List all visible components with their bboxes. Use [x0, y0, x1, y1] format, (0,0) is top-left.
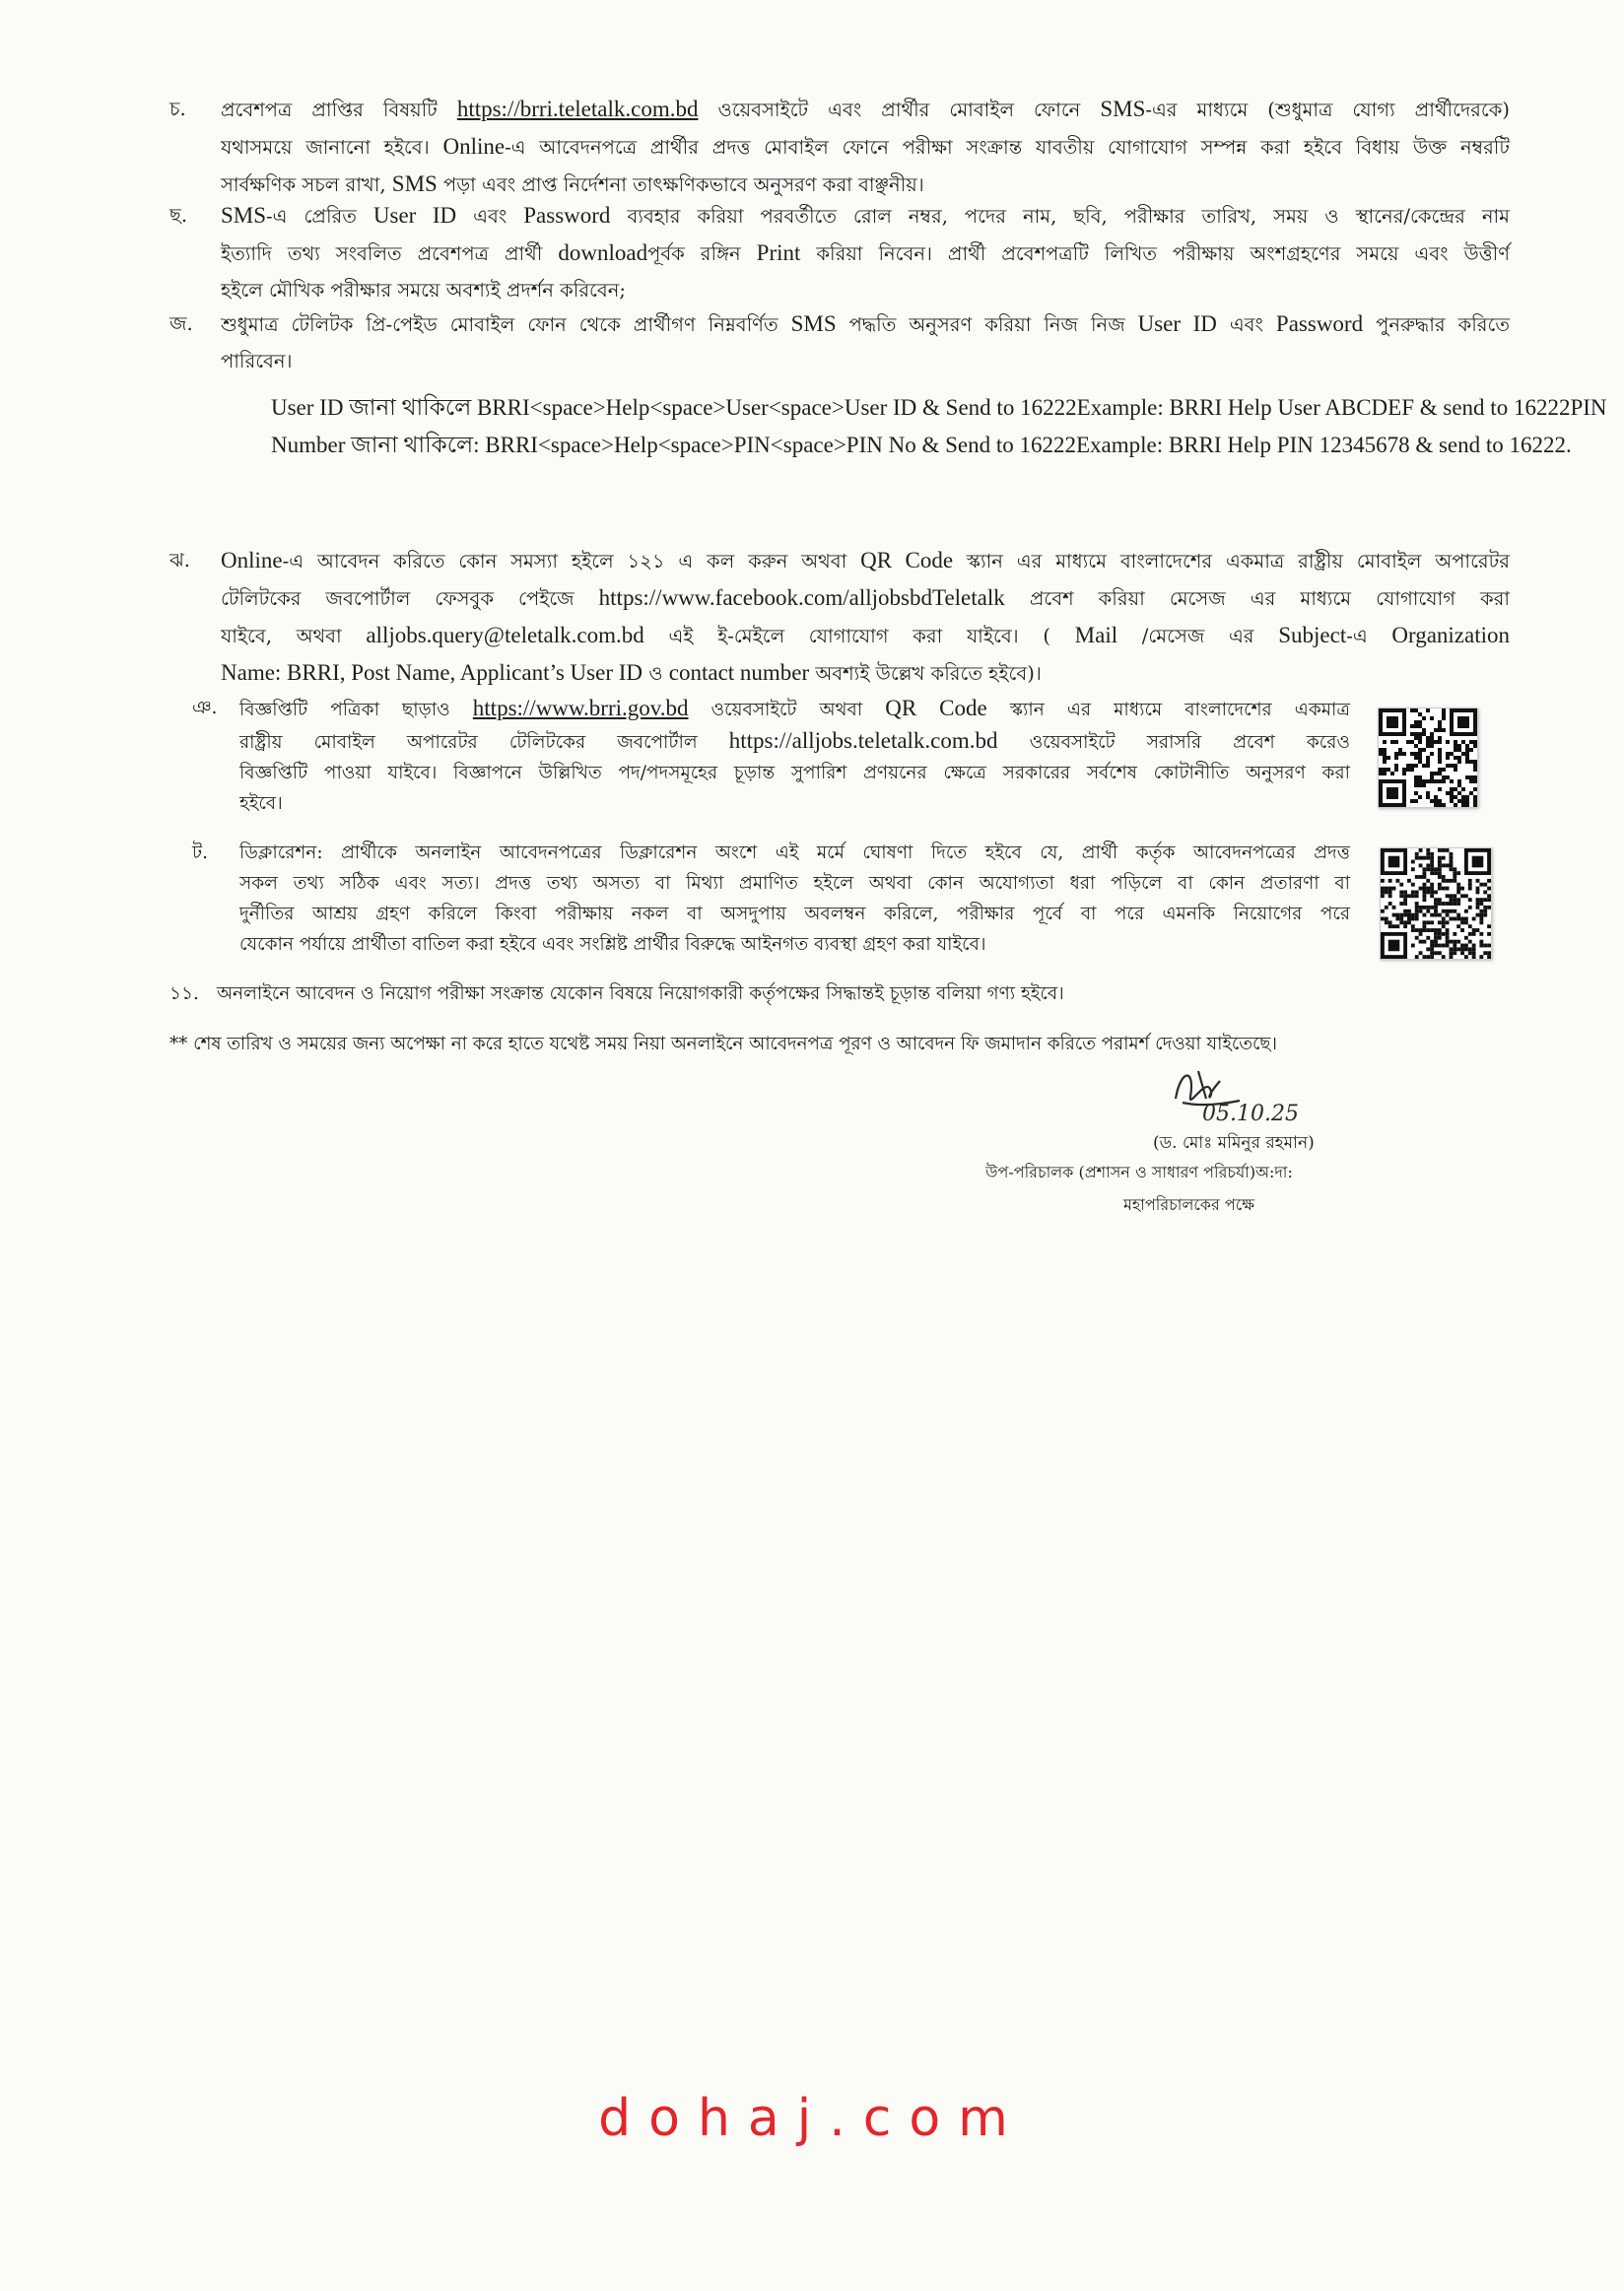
clause-body: [221, 91, 1510, 203]
text-run: ও: [643, 662, 669, 685]
latin-run: BRRI<space>Help<space>User<space>User ID & Send to 16222: [476, 395, 1077, 420]
text-line: [221, 128, 1510, 166]
text-run: ইত্যাদি তথ্য সংবলিত প্রবেশপত্র প্রার্থী: [221, 242, 559, 265]
text-line: [239, 838, 1350, 868]
latin-run: Subject: [1278, 623, 1347, 647]
clause-nio: [192, 693, 1350, 819]
text-run: পুনরুদ্ধার করিতে: [1363, 313, 1510, 336]
text-line: [221, 542, 1510, 579]
text-run: এবং: [1216, 313, 1276, 336]
latin-run: SMS: [391, 171, 438, 196]
latin-run: SMS: [221, 203, 267, 228]
text-run: জানা থাকিলে:: [345, 433, 486, 457]
text-run: /মেসেজ এর: [1117, 625, 1279, 647]
clause-number: জ.: [169, 312, 193, 335]
clause-number: ঞ.: [192, 698, 218, 718]
text-run: বিজ্ঞপ্তিটি পাওয়া যাইবে। বিজ্ঞাপনে উল্লিখিত পদ/পদসমূহের চূড়ান্ত সুপারিশ প্রণয়নের ক্ষেত্রে সরকারের সর্বশেষ কোটানীতি অনুসরণ করা: [239, 763, 1350, 783]
clause-number: ১১.: [169, 983, 199, 1004]
text-line: [239, 693, 1350, 725]
signatory-designation: উপ-পরিচালক (প্রশাসন ও সাধারণ পরিচর্যা)অ:দা:: [985, 1163, 1293, 1181]
text-line: [221, 343, 1510, 379]
clause-body: [239, 838, 1350, 960]
latin-run: https://www.facebook.com/alljobsbdTeletalk: [598, 585, 1005, 610]
text-run: অবশ্যই উল্লেখ করিতে হইবে)।: [809, 662, 1042, 685]
clause-eleven: [169, 976, 1510, 1012]
latin-run: download: [558, 240, 648, 265]
text-run: যাইবে, অথবা: [221, 625, 367, 647]
text-line: [221, 654, 1510, 692]
latin-run: PIN Number: [271, 395, 1607, 457]
text-run: অনলাইনে আবেদন ও নিয়োগ পরীক্ষা সংক্রান্ত যেকোন বিষয়ে নিয়োগকারী কর্তৃপক্ষের সিদ্ধান্তই চূড়ান্ত বলিয়া গণ্য হইবে।: [217, 983, 1064, 1004]
text-run: ওয়েবসাইটে সরাসরি প্রবেশ করেও: [997, 732, 1350, 753]
clause-ta: [192, 838, 1350, 960]
text-run: যেকোন পর্যায়ে প্রার্থীতা বাতিল করা হইবে এবং সংশ্লিষ্ট প্রার্থীর বিরুদ্ধে আইনগত ব্যবস্থা গ্রহণ করা যাইবে।: [239, 934, 986, 955]
url-link[interactable]: https://brri.teletalk.com.bd: [456, 97, 699, 121]
text-run: যথাসময়ে জানানো হইবে।: [221, 136, 443, 159]
signatory-name: (ড. মোঃ মমিনুর রহমান): [1153, 1133, 1315, 1153]
latin-run: SMS: [790, 311, 837, 336]
clause-number: চ.: [169, 98, 186, 120]
url-link[interactable]: https://www.brri.gov.bd: [472, 696, 689, 720]
text-line: [221, 272, 1510, 308]
qr-code-teletalk-icon[interactable]: [1380, 847, 1492, 960]
latin-run: Organization: [1391, 623, 1511, 647]
text-run: রাষ্ট্রীয় মোবাইল অপারেটর টেলিটকের জবপোর্টাল: [239, 732, 729, 753]
clause-cha: [169, 91, 1510, 203]
latin-run: Mail: [1074, 623, 1118, 647]
text-line: [239, 758, 1350, 788]
clause-body: [239, 693, 1350, 819]
text-run: ওয়েবসাইটে অথবা: [688, 700, 886, 720]
text-run: -এ আবেদন করিতে কোন সমস্যা হইলে ১২১ এ কল করুন অথবা: [282, 550, 861, 573]
latin-run: User ID: [372, 203, 457, 228]
latin-run: Online: [442, 134, 506, 159]
text-run: -এর মাধ্যমে (শুধুমাত্র যোগ্য প্রার্থীদেরকে): [1145, 99, 1510, 121]
clause-ja: [169, 305, 1510, 379]
text-line: [221, 91, 1510, 128]
sms-instructions: [271, 389, 1624, 464]
clause-body: [221, 305, 1510, 379]
text-line: [239, 788, 1350, 819]
latin-run: contact number: [668, 660, 810, 685]
text-line: [1077, 395, 1571, 420]
text-line: [271, 395, 1077, 420]
text-run: শুধুমাত্র টেলিটক প্রি-পেইড মোবাইল ফোন থেকে প্রার্থীগণ নিম্নবর্ণিত: [221, 313, 791, 336]
latin-run: Print: [756, 240, 801, 265]
clause-chha: [169, 197, 1510, 308]
text-run: স্ক্যান এর মাধ্যমে বাংলাদেশের একমাত্র: [986, 700, 1350, 720]
text-run: করিয়া নিবেন। প্রার্থী প্রবেশপত্রটি লিখিত পরীক্ষায় অংশগ্রহণের সময়ে এবং উত্তীর্ণ: [800, 242, 1511, 265]
text-run: -এ: [1346, 625, 1392, 647]
latin-run: Online: [221, 548, 283, 573]
text-run: -এ প্রেরিত: [266, 205, 373, 228]
text-line: [1076, 433, 1572, 457]
text-run: প্রবেশ করিয়া মেসেজ এর মাধ্যমে যোগাযোগ করা: [1004, 587, 1511, 610]
text-run: ব্যবহার করিয়া পরবর্তীতে রোল নম্বর, পদের নাম, ছবি, পরীক্ষার তারিখ, সময় ও স্থানের/কেন্দ্রের নাম: [610, 205, 1510, 228]
text-run: টেলিটকের জবপোর্টাল ফেসবুক পেইজে: [221, 587, 599, 610]
text-run: হইলে মৌখিক পরীক্ষার সময়ে অবশ্যই প্রদর্শন করিবেন;: [221, 279, 626, 302]
latin-run: BRRI<space>Help<space>PIN<space>PIN No & Send to 16222: [485, 433, 1076, 457]
watermark-text: dohaj.com: [598, 2089, 1026, 2148]
text-run: জানা থাকিলে: [343, 395, 477, 420]
text-line: [221, 305, 1510, 343]
text-line: [239, 899, 1350, 929]
text-run: সকল তথ্য সঠিক এবং সত্য। প্রদত্ত তথ্য অসত্য বা মিথ্যা প্রমাণিত হইলে অথবা কোন অযোগ্যতা ধরা পড়িলে বা কোন প্রতারণা বা: [239, 873, 1350, 894]
text-run: এবং: [456, 205, 524, 228]
clause-body: [221, 197, 1510, 308]
text-line: [239, 868, 1350, 899]
text-run: স্ক্যান এর মাধ্যমে বাংলাদেশের একমাত্র রাষ্ট্রীয় মোবাইল অপারেটর: [953, 550, 1510, 573]
latin-run: User ID: [271, 395, 344, 420]
text-line: [221, 579, 1510, 617]
text-run: -এ আবেদনপত্রে প্রার্থীর প্রদত্ত মোবাইল ফোনে পরীক্ষা সংক্রান্ত যাবতীয় যোগাযোগ সম্পন্ন করা হইবে বিধায় উক্ত নম্বরটি: [505, 136, 1511, 159]
text-line: [239, 725, 1350, 758]
text-run: পদ্ধতি অনুসরণ করিয়া নিজ নিজ: [836, 313, 1138, 336]
text-run: দুর্নীতির আশ্রয় গ্রহণ করিলে কিংবা পরীক্ষায় নকল বা অসদুপায় অবলম্বন করিলে, পরীক্ষার পূর্বে বা পরে এমনকি নিয়োগের পরে: [239, 904, 1350, 924]
text-line: [221, 197, 1510, 235]
text-run: বিজ্ঞপ্তিটি পত্রিকা ছাড়াও: [239, 700, 473, 720]
latin-run: Password: [1275, 311, 1364, 336]
text-run: সার্বক্ষণিক সচল রাখা,: [221, 173, 392, 196]
signatory-on-behalf: মহাপরিচালকের পক্ষে: [1123, 1195, 1255, 1214]
clause-body: [217, 976, 1510, 1012]
text-run: পারিবেন।: [221, 350, 293, 372]
text-run: পড়া এবং প্রাপ্ত নির্দেশনা তাৎক্ষণিকভাবে অনুসরণ করা বাঞ্ছনীয়।: [437, 173, 924, 196]
clause-body: [221, 542, 1510, 692]
qr-code-brri-icon[interactable]: [1378, 708, 1478, 808]
text-run: প্রবেশপত্র প্রাপ্তির বিষয়টি: [221, 99, 457, 121]
latin-run: QR Code: [885, 696, 987, 720]
latin-run: SMS: [1100, 97, 1146, 121]
latin-run: Example: BRRI Help PIN 12345678 & send to 16222.: [1076, 433, 1572, 457]
text-run: পূর্বক রঙ্গিন: [647, 242, 757, 265]
latin-run: Password: [523, 203, 611, 228]
text-run: ওয়েবসাইটে এবং প্রার্থীর মোবাইল ফোনে: [698, 99, 1101, 121]
clause-number: ঝ.: [169, 549, 190, 572]
clause-jha: [169, 542, 1510, 692]
text-run: এই ই-মেইলে যোগাযোগ করা যাইবে। (: [643, 625, 1075, 647]
signature-date: 05.10.25: [1202, 1102, 1299, 1126]
handwritten-signature: [1161, 1059, 1299, 1128]
latin-run: Example: BRRI Help User ABCDEF & send to 16222: [1076, 395, 1571, 420]
latin-run: User ID: [1137, 311, 1217, 336]
text-line: [239, 929, 1350, 960]
text-run: হইবে।: [239, 793, 283, 814]
latin-run: QR Code: [860, 548, 954, 573]
clause-number: ছ.: [169, 204, 188, 227]
latin-run: https://alljobs.teletalk.com.bd: [728, 728, 998, 753]
text-line: [221, 617, 1510, 654]
deadline-note: ** শেষ তারিখ ও সময়ের জন্য অপেক্ষা না করে হাতে যথেষ্ট সময় নিয়া অনলাইনে আবেদনপত্র পূরণ ও আবেদন ফি জমাদান করিতে পরামর্শ দেওয়া যাইতেছে।: [169, 1034, 1277, 1054]
clause-number: ট.: [192, 842, 208, 863]
text-run: ডিক্লারেশন: প্রার্থীকে অনলাইন আবেদনপত্রের ডিক্লারেশন অংশে এই মর্মে ঘোষণা দিতে হইবে যে, প্রার্থী কর্তৃক আবেদনপত্রের প্রদত্ত: [239, 842, 1350, 863]
text-line: [217, 976, 1510, 1012]
latin-run: Name: BRRI, Post Name, Applicant’s User ID: [221, 660, 643, 685]
text-line: [221, 235, 1510, 272]
latin-run: alljobs.query@teletalk.com.bd: [366, 623, 644, 647]
